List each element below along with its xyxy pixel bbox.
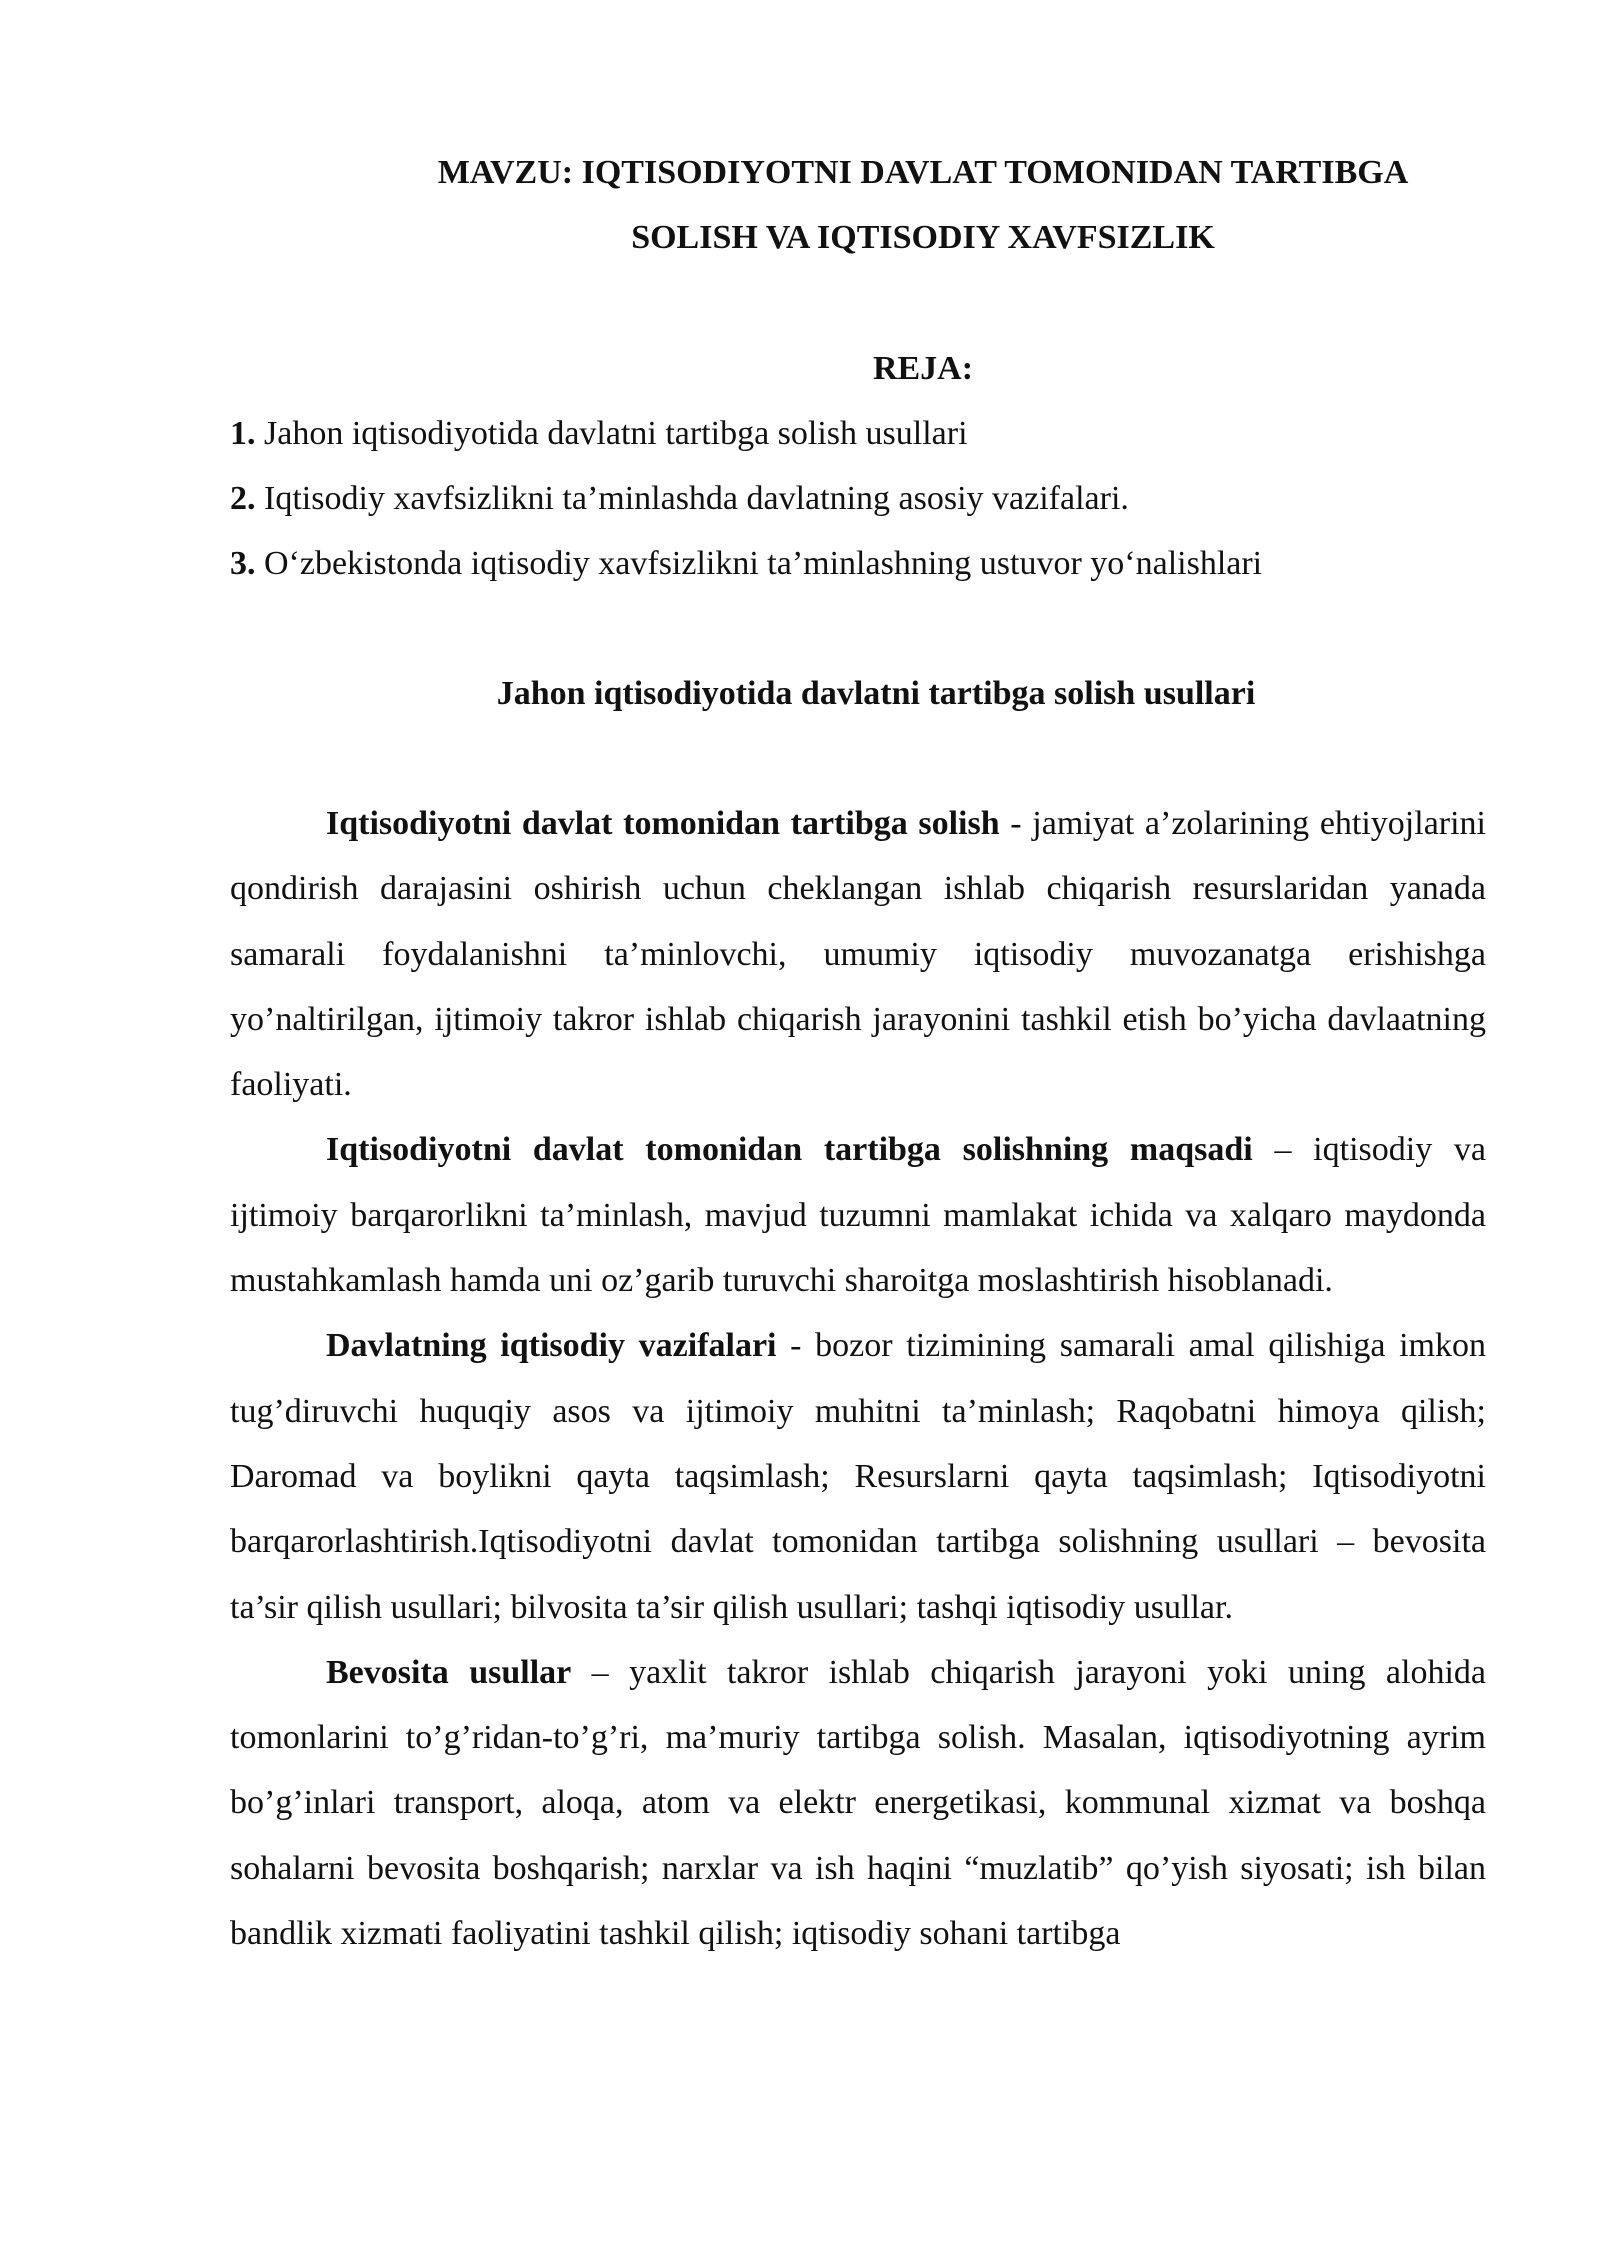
plan-list (230, 401, 1486, 596)
title-line-2: SOLISH VA IQTISODIY XAVFSIZLIK (631, 219, 1215, 256)
paragraph-text: - jamiyat a’zolarining ehtiyojlarini qondirish darajasini oshirish uchun cheklangan ishlab chiqarish resurslaridan yanada samarali foydalanishni ta’minlovchi, umumiy iqtisodiy muvozanatga erishishga yo’naltirilgan, ijtimoiy takror ishlab chiqarish jarayonini tashkil etish bo’yicha davlaatning faoliyati. (230, 805, 1486, 1104)
paragraph (230, 1117, 1486, 1313)
paragraph-text: - bozor tizimining samarali amal qilishiga imkon tug’diruvchi huquqiy asos va ijtimoiy muhitni ta’minlash; Raqobatni himoya qilish; Daromad va boylikni qayta taqsimlash; Resurslarni qayta taqsimlash; Iqtisodiyotni barqarorlashtirish.Iqtisodiyotni davlat tomonidan tartibga solishning usullari – bevosita ta’sir qilish usullari; bilvosita ta’sir qilish usullari; tashqi iqtisodiy usullar. (230, 1327, 1486, 1626)
paragraph (230, 791, 1486, 1117)
paragraph-term: Davlatning iqtisodiy vazifalari (326, 1327, 777, 1365)
plan-item-text: Iqtisodiy xavfsizlikni ta’minlashda davlatning asosiy vazifalari. (255, 480, 1129, 517)
paragraph (230, 1640, 1486, 1966)
document-title (230, 140, 1486, 270)
paragraph-text: – iqtisodiy va ijtimoiy barqarorlikni ta’minlash, mavjud tuzumni mamlakat ichida va xalqaro maydonda mustahkamlash hamda uni oz’garib turuvchi sharoitga moslashtirish hisoblanadi. (230, 1131, 1487, 1300)
paragraph-term: Iqtisodiyotni davlat tomonidan tartibga solish (326, 805, 1000, 842)
plan-item (230, 466, 1486, 531)
plan-item-number: 1. (230, 415, 256, 452)
title-line-1: MAVZU: IQTISODIYOTNI DAVLAT TOMONIDAN TARTIBGA (437, 154, 1409, 191)
plan-item-number: 3. (230, 545, 256, 582)
plan-item-number: 2. (230, 480, 256, 517)
paragraph-term: Bevosita usullar (326, 1653, 572, 1691)
paragraph (230, 1313, 1486, 1639)
section-body (230, 791, 1486, 1966)
plan-item (230, 531, 1486, 596)
plan-item-text: Jahon iqtisodiyotida davlatni tartibga solish usullari (255, 415, 968, 452)
paragraph-text: – yaxlit takror ishlab chiqarish jarayoni yoki uning alohida tomonlarini to’g’ridan-to’g’ri, ma’muriy tartibga solish. Masalan, iqtisodiyotning ayrim bo’g’inlari transport, aloqa, atom va elektr energetikasi, kommunal xizmat va boshqa sohalarni bevosita boshqarish; narxlar va ish haqini “muzlatib” qo’yish siyosati; ish bilan bandlik xizmati faoliyatini tashkil qilish; iqtisodiy sohani tartibga (230, 1653, 1486, 1953)
section-heading: Jahon iqtisodiyotida davlatni tartibga solish usullari (496, 675, 1256, 712)
paragraph-term: Iqtisodiyotni davlat tomonidan tartibga solishning maqsadi (326, 1131, 1253, 1169)
document-page (230, 140, 1486, 1966)
plan-item-text: O‘zbekistonda iqtisodiy xavfsizlikni ta’minlashning ustuvor yo‘nalishlari (255, 545, 1263, 582)
plan-heading: REJA: (872, 350, 974, 387)
plan-item (230, 401, 1486, 466)
